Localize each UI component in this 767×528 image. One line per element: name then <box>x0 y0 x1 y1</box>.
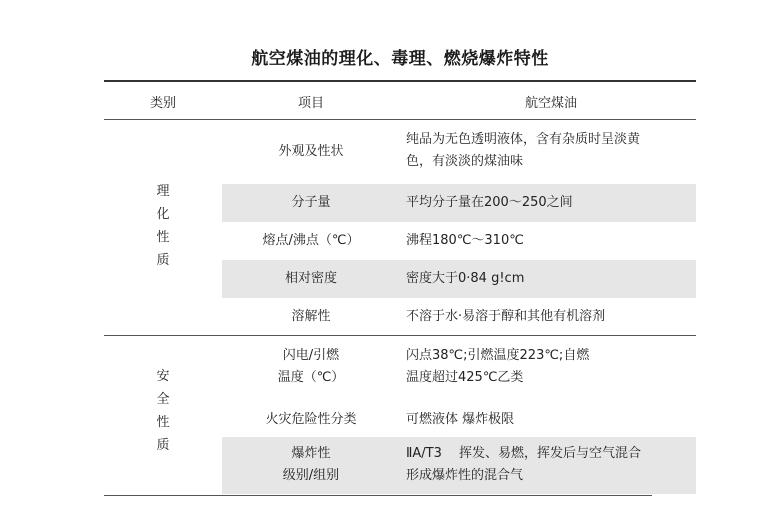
table-row <box>104 260 696 298</box>
category-safety: 安 全 性 质 <box>156 369 170 453</box>
table-row <box>104 184 696 222</box>
header-item: 项目 <box>297 96 324 111</box>
item-cell: 溶解性 <box>291 309 331 324</box>
desc-cell: 不溶于水·易溶于醇和其他有机溶剂 <box>406 309 606 324</box>
item-cell: 相对密度 <box>284 271 337 286</box>
desc-cell: 纯品为无色透明液体，含有杂质时呈淡黄 色，有淡淡的煤油味 <box>406 132 641 169</box>
item-cell: 外观及性状 <box>278 144 344 159</box>
table-bottom-rule <box>104 495 652 496</box>
group-divider-rule <box>104 335 696 336</box>
desc-cell: 平均分子量在200～250之间 <box>406 195 573 210</box>
desc-cell: 沸程180℃～310℃ <box>406 233 524 248</box>
item-cell: 分子量 <box>291 195 331 210</box>
desc-cell: 密度大于0·84 g!cm <box>406 271 525 286</box>
item-cell: 熔点/沸点（℃） <box>262 233 360 248</box>
table-row <box>104 437 696 494</box>
table-row <box>104 121 696 183</box>
table-top-rule <box>104 80 696 82</box>
desc-cell: ⅡA/T3 挥发、易燃，挥发后与空气混合 形成爆炸性的混合气 <box>406 446 642 483</box>
header-rule <box>104 119 696 120</box>
item-cell: 爆炸性 级别/组别 <box>282 446 340 483</box>
table-row <box>104 402 696 437</box>
category-physicochemical: 理 化 性 质 <box>156 184 170 268</box>
table-row <box>104 337 696 401</box>
header-category: 类别 <box>149 96 176 111</box>
table-row <box>104 222 696 260</box>
item-cell: 火灾危险性分类 <box>265 412 357 427</box>
table-title: 航空煤油的理化、毒理、燃烧爆炸特性 <box>251 49 549 69</box>
desc-cell: 可燃液体 爆炸极限 <box>406 412 515 427</box>
table-row <box>104 298 696 335</box>
header-kerosene: 航空煤油 <box>524 96 577 111</box>
item-cell: 闪电/引燃 温度（℃） <box>277 348 345 385</box>
desc-cell: 闪点38℃;引燃温度223℃;自燃 温度超过425℃乙类 <box>406 348 590 385</box>
